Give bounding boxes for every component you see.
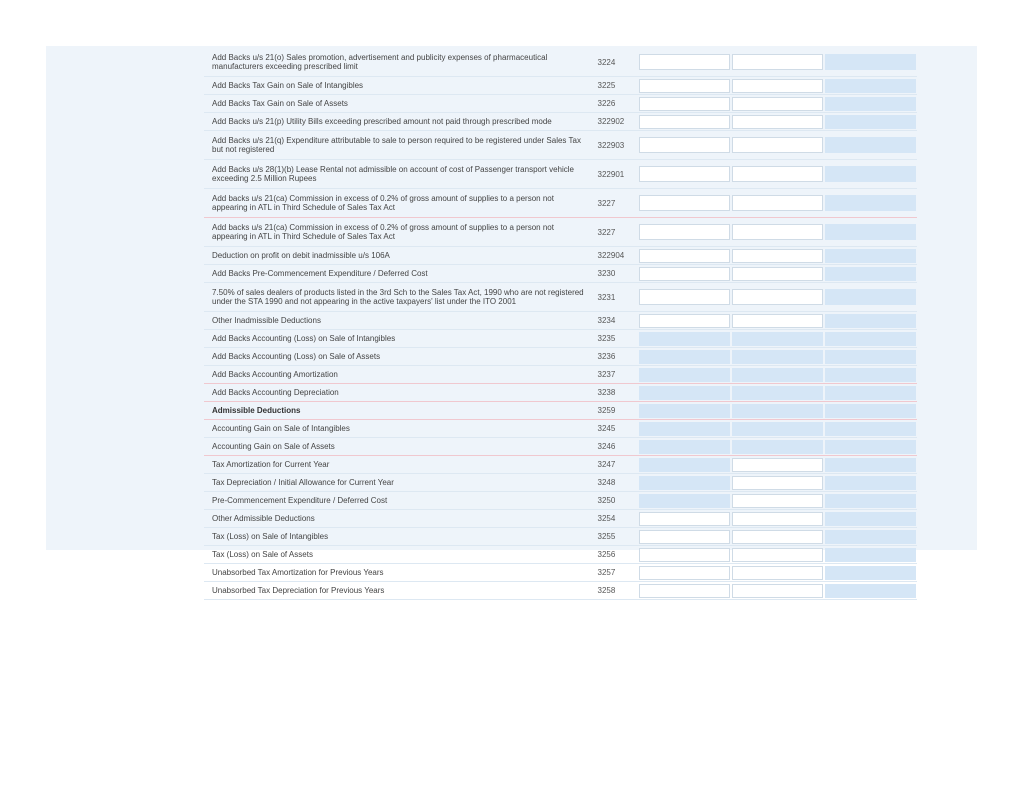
readonly-amount-field [639, 386, 730, 400]
row-code: 3237 [594, 366, 638, 384]
value-cell [731, 247, 824, 265]
row-code: 3224 [594, 48, 638, 77]
readonly-amount-field [732, 422, 823, 436]
amount-input[interactable] [639, 195, 730, 211]
value-cell [731, 312, 824, 330]
row-code: 3250 [594, 492, 638, 510]
table-row [204, 218, 917, 247]
value-cell [824, 366, 917, 384]
amount-input[interactable] [732, 224, 823, 240]
amount-input[interactable] [639, 314, 730, 328]
readonly-amount-field [732, 368, 823, 382]
readonly-amount-field [825, 386, 916, 400]
row-code: 3245 [594, 420, 638, 438]
value-cell [731, 113, 824, 131]
row-label: Add Backs Tax Gain on Sale of Assets [204, 95, 594, 113]
row-label: Add Backs u/s 21(q) Expenditure attributable to sale to person required to be registered under Sales Tax but not registered [204, 131, 594, 160]
value-cell [638, 348, 731, 366]
amount-input[interactable] [639, 584, 730, 598]
value-cell [638, 131, 731, 160]
table-row [204, 283, 917, 312]
readonly-amount-field [825, 458, 916, 472]
value-cell [824, 528, 917, 546]
value-cell [824, 420, 917, 438]
value-cell [731, 160, 824, 189]
amount-input[interactable] [639, 224, 730, 240]
table-row [204, 312, 917, 330]
value-cell [731, 474, 824, 492]
value-cell [824, 492, 917, 510]
row-label: Tax Amortization for Current Year [204, 456, 594, 474]
value-cell [638, 582, 731, 600]
amount-input[interactable] [732, 476, 823, 490]
amount-input[interactable] [732, 195, 823, 211]
value-cell [731, 265, 824, 283]
amount-input[interactable] [732, 494, 823, 508]
row-code: 3258 [594, 582, 638, 600]
table-row [204, 510, 917, 528]
table-row [204, 492, 917, 510]
value-cell [638, 189, 731, 218]
readonly-amount-field [825, 267, 916, 281]
row-code: 322904 [594, 247, 638, 265]
value-cell [638, 546, 731, 564]
row-code: 322902 [594, 113, 638, 131]
readonly-amount-field [825, 512, 916, 526]
readonly-amount-field [825, 289, 916, 305]
table-row [204, 456, 917, 474]
value-cell [638, 564, 731, 582]
amount-input[interactable] [732, 512, 823, 526]
value-cell [824, 546, 917, 564]
table-row [204, 564, 917, 582]
value-cell [731, 528, 824, 546]
readonly-amount-field [639, 332, 730, 346]
row-code: 3230 [594, 265, 638, 283]
table-row [204, 77, 917, 95]
value-cell [824, 402, 917, 420]
amount-input[interactable] [639, 530, 730, 544]
row-code: 322901 [594, 160, 638, 189]
readonly-amount-field [732, 386, 823, 400]
amount-input[interactable] [732, 166, 823, 182]
value-cell [638, 95, 731, 113]
readonly-amount-field [825, 530, 916, 544]
row-label: Other Inadmissible Deductions [204, 312, 594, 330]
row-label: Add Backs Accounting (Loss) on Sale of Intangibles [204, 330, 594, 348]
value-cell [638, 366, 731, 384]
table-row [204, 402, 917, 420]
value-cell [824, 77, 917, 95]
row-label: Add Backs u/s 21(o) Sales promotion, advertisement and publicity expenses of pharmaceutical manufacturers exceeding prescribed limit [204, 48, 594, 77]
readonly-amount-field [639, 350, 730, 364]
value-cell [824, 247, 917, 265]
readonly-amount-field [825, 332, 916, 346]
row-label: Accounting Gain on Sale of Assets [204, 438, 594, 456]
value-cell [638, 247, 731, 265]
value-cell [638, 528, 731, 546]
row-code: 3225 [594, 77, 638, 95]
table-row [204, 546, 917, 564]
table-row [204, 420, 917, 438]
value-cell [731, 438, 824, 456]
readonly-amount-field [825, 166, 916, 182]
value-cell [824, 384, 917, 402]
row-code: 322903 [594, 131, 638, 160]
row-code: 3236 [594, 348, 638, 366]
row-label: Pre-Commencement Expenditure / Deferred Cost [204, 492, 594, 510]
row-code: 3255 [594, 528, 638, 546]
value-cell [824, 582, 917, 600]
row-code: 3234 [594, 312, 638, 330]
amount-input[interactable] [639, 512, 730, 526]
value-cell [731, 330, 824, 348]
value-cell [731, 582, 824, 600]
row-label: Accounting Gain on Sale of Intangibles [204, 420, 594, 438]
value-cell [824, 48, 917, 77]
readonly-amount-field [732, 332, 823, 346]
value-cell [638, 48, 731, 77]
value-cell [824, 131, 917, 160]
value-cell [638, 330, 731, 348]
table-row [204, 528, 917, 546]
readonly-amount-field [732, 440, 823, 454]
value-cell [638, 283, 731, 312]
value-cell [824, 283, 917, 312]
value-cell [638, 384, 731, 402]
readonly-amount-field [639, 494, 730, 508]
value-cell [731, 420, 824, 438]
readonly-amount-field [825, 97, 916, 111]
amount-input[interactable] [732, 458, 823, 472]
value-cell [638, 510, 731, 528]
amount-input[interactable] [639, 566, 730, 580]
table-row [204, 366, 917, 384]
value-cell [824, 564, 917, 582]
row-label: Unabsorbed Tax Amortization for Previous Years [204, 564, 594, 582]
row-label: Add backs u/s 21(ca) Commission in excess of 0.2% of gross amount of supplies to a person not appearing in ATL in Third Schedule of Sales Tax Act [204, 218, 594, 247]
readonly-amount-field [825, 368, 916, 382]
row-code: 3231 [594, 283, 638, 312]
value-cell [824, 348, 917, 366]
row-label: Add Backs Accounting Amortization [204, 366, 594, 384]
readonly-amount-field [732, 404, 823, 418]
row-label: 7.50% of sales dealers of products listed in the 3rd Sch to the Sales Tax Act, 1990 who are not registered under the STA 1990 and not appearing in the active taxpayers' list under the ITO 2001 [204, 283, 594, 312]
value-cell [638, 265, 731, 283]
readonly-amount-field [825, 224, 916, 240]
amount-input[interactable] [732, 289, 823, 305]
value-cell [638, 492, 731, 510]
row-label: Unabsorbed Tax Depreciation for Previous Years [204, 582, 594, 600]
readonly-amount-field [825, 54, 916, 70]
table-body [204, 48, 917, 600]
value-cell [731, 218, 824, 247]
table-row [204, 438, 917, 456]
table-row [204, 265, 917, 283]
table-row [204, 247, 917, 265]
adjustments-table [204, 48, 917, 600]
value-cell [731, 48, 824, 77]
row-code: 3238 [594, 384, 638, 402]
value-cell [731, 77, 824, 95]
readonly-amount-field [825, 195, 916, 211]
readonly-amount-field [825, 115, 916, 129]
row-label: Other Admissible Deductions [204, 510, 594, 528]
table-row [204, 348, 917, 366]
table-row [204, 582, 917, 600]
value-cell [638, 312, 731, 330]
amount-input[interactable] [639, 166, 730, 182]
row-label: Add Backs u/s 21(p) Utility Bills exceeding prescribed amount not paid through prescribed mode [204, 113, 594, 131]
value-cell [731, 546, 824, 564]
value-cell [824, 330, 917, 348]
readonly-amount-field [825, 249, 916, 263]
value-cell [824, 218, 917, 247]
value-cell [731, 189, 824, 218]
amount-input[interactable] [639, 54, 730, 70]
row-code: 3257 [594, 564, 638, 582]
readonly-amount-field [825, 314, 916, 328]
row-code: 3259 [594, 402, 638, 420]
readonly-amount-field [825, 440, 916, 454]
amount-input[interactable] [732, 115, 823, 129]
row-code: 3227 [594, 189, 638, 218]
table-row [204, 48, 917, 77]
value-cell [824, 438, 917, 456]
value-cell [638, 456, 731, 474]
amount-input[interactable] [639, 267, 730, 281]
row-label: Add Backs Pre-Commencement Expenditure / Deferred Cost [204, 265, 594, 283]
value-cell [731, 510, 824, 528]
readonly-amount-field [825, 79, 916, 93]
readonly-amount-field [825, 548, 916, 562]
row-label: Add Backs Tax Gain on Sale of Intangibles [204, 77, 594, 95]
row-code: 3227 [594, 218, 638, 247]
table-row [204, 113, 917, 131]
row-label: Add Backs u/s 28(1)(b) Lease Rental not admissible on account of cost of Passenger transport vehicle exceeding 2.5 Million Rupees [204, 160, 594, 189]
row-code: 3247 [594, 456, 638, 474]
readonly-amount-field [825, 566, 916, 580]
value-cell [824, 456, 917, 474]
value-cell [824, 510, 917, 528]
value-cell [824, 265, 917, 283]
row-label: Deduction on profit on debit inadmissible u/s 106A [204, 247, 594, 265]
table-row [204, 131, 917, 160]
amount-input[interactable] [732, 54, 823, 70]
value-cell [638, 438, 731, 456]
value-cell [638, 402, 731, 420]
readonly-amount-field [825, 350, 916, 364]
value-cell [824, 95, 917, 113]
table-row [204, 95, 917, 113]
value-cell [638, 113, 731, 131]
row-code: 3226 [594, 95, 638, 113]
row-label: Add Backs Accounting (Loss) on Sale of Assets [204, 348, 594, 366]
value-cell [731, 95, 824, 113]
readonly-amount-field [825, 494, 916, 508]
amount-input[interactable] [732, 314, 823, 328]
readonly-amount-field [825, 476, 916, 490]
readonly-amount-field [825, 422, 916, 436]
amount-input[interactable] [639, 289, 730, 305]
row-code: 3235 [594, 330, 638, 348]
readonly-amount-field [639, 368, 730, 382]
value-cell [731, 402, 824, 420]
value-cell [824, 189, 917, 218]
value-cell [638, 474, 731, 492]
amount-input[interactable] [732, 566, 823, 580]
value-cell [638, 77, 731, 95]
amount-input[interactable] [639, 97, 730, 111]
value-cell [824, 474, 917, 492]
row-code: 3254 [594, 510, 638, 528]
value-cell [731, 564, 824, 582]
value-cell [731, 492, 824, 510]
value-cell [731, 283, 824, 312]
row-label: Tax (Loss) on Sale of Intangibles [204, 528, 594, 546]
row-label: Tax (Loss) on Sale of Assets [204, 546, 594, 564]
readonly-amount-field [639, 476, 730, 490]
amount-input[interactable] [639, 79, 730, 93]
value-cell [638, 420, 731, 438]
readonly-amount-field [825, 584, 916, 598]
amount-input[interactable] [639, 115, 730, 129]
readonly-amount-field [639, 422, 730, 436]
table-row [204, 189, 917, 218]
readonly-amount-field [825, 137, 916, 153]
amount-input[interactable] [639, 249, 730, 263]
table-row [204, 384, 917, 402]
value-cell [638, 218, 731, 247]
row-code: 3256 [594, 546, 638, 564]
table-row [204, 160, 917, 189]
amount-input[interactable] [732, 79, 823, 93]
value-cell [824, 312, 917, 330]
amount-input[interactable] [732, 249, 823, 263]
readonly-amount-field [825, 404, 916, 418]
amount-input[interactable] [732, 530, 823, 544]
value-cell [824, 160, 917, 189]
value-cell [731, 366, 824, 384]
table-row [204, 474, 917, 492]
amount-input[interactable] [732, 548, 823, 562]
row-label: Tax Depreciation / Initial Allowance for Current Year [204, 474, 594, 492]
amount-input[interactable] [639, 548, 730, 562]
amount-input[interactable] [732, 97, 823, 111]
row-code: 3246 [594, 438, 638, 456]
section-heading: Admissible Deductions [204, 402, 594, 420]
row-label: Add backs u/s 21(ca) Commission in excess of 0.2% of gross amount of supplies to a person not appearing in ATL in Third Schedule of Sales Tax Act [204, 189, 594, 218]
value-cell [731, 131, 824, 160]
readonly-amount-field [639, 458, 730, 472]
readonly-amount-field [639, 404, 730, 418]
table-row [204, 330, 917, 348]
amount-input[interactable] [732, 267, 823, 281]
value-cell [638, 160, 731, 189]
readonly-amount-field [732, 350, 823, 364]
row-code: 3248 [594, 474, 638, 492]
value-cell [731, 348, 824, 366]
row-label: Add Backs Accounting Depreciation [204, 384, 594, 402]
value-cell [731, 384, 824, 402]
amount-input[interactable] [732, 137, 823, 153]
readonly-amount-field [639, 440, 730, 454]
value-cell [731, 456, 824, 474]
amount-input[interactable] [732, 584, 823, 598]
amount-input[interactable] [639, 137, 730, 153]
value-cell [824, 113, 917, 131]
